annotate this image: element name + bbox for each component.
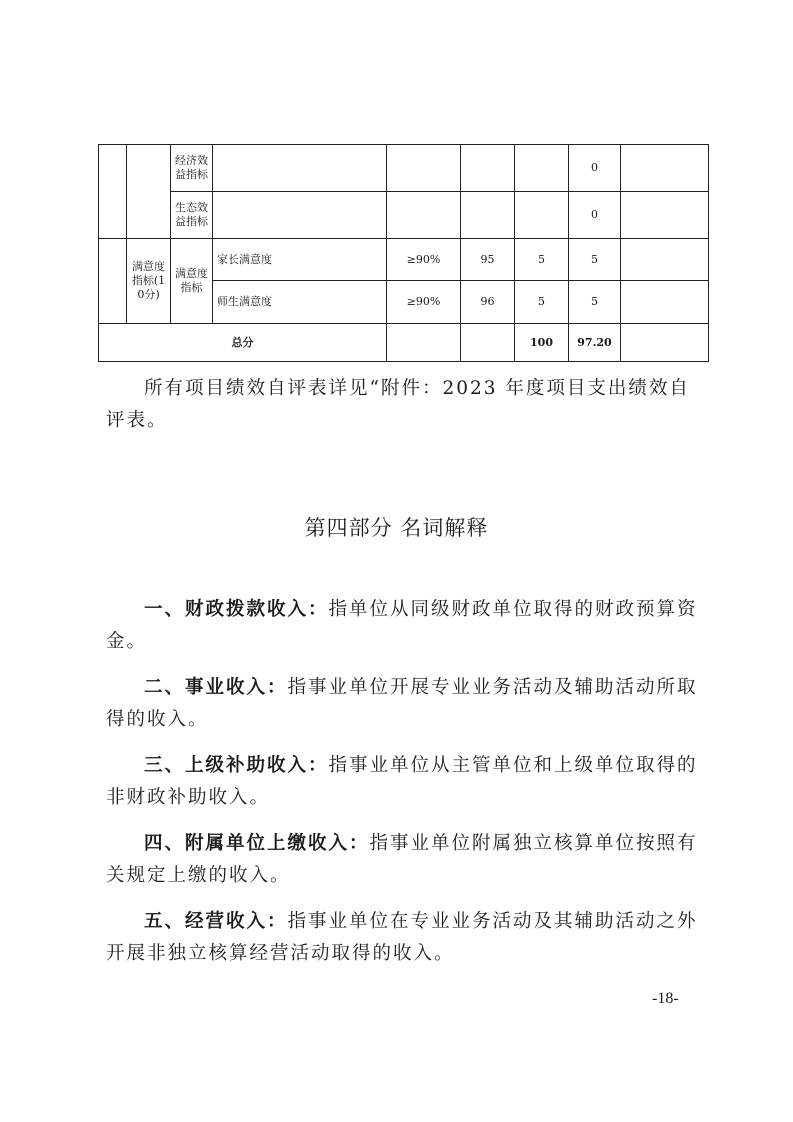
first-level-cell [99,239,127,324]
indicator-content [213,192,387,239]
target-value [387,145,461,192]
indicator-category: 满意度指标 [171,239,213,324]
table-row [99,239,709,281]
target-value: ≥90% [387,239,461,281]
target-value: ≥90% [387,281,461,324]
indicator-content: 家长满意度 [213,239,387,281]
definition-text: 指事业单位在专业业务活动及其辅助活动之外开展非独立核算经营活动取得的收入。 [106,911,698,964]
page-number: -18- [652,990,679,1007]
actual-value: 96 [461,281,515,324]
table-row [99,192,709,239]
weight-value [515,145,569,192]
definition-2 [106,672,698,736]
definition-term: 四、附属单位上缴收入： [144,833,370,854]
target-value [387,192,461,239]
definition-text: 指事业单位附属独立核算单位按照有关规定上缴的收入。 [106,833,698,886]
score-value: 0 [569,192,621,239]
weight-value [515,192,569,239]
group-label: 满意度指标(10分) [127,239,171,324]
note-cell [621,239,709,281]
table-row [99,145,709,192]
weight-value: 5 [515,239,569,281]
actual-value [461,145,515,192]
total-row [99,324,709,362]
total-note-cell [621,324,709,362]
indicator-category: 经济效益指标 [171,145,213,192]
definition-term: 一、财政拨款收入： [144,599,329,620]
total-score: 97.20 [569,324,621,362]
actual-value [461,192,515,239]
first-level-cell [99,145,127,239]
indicator-content [213,145,387,192]
score-value: 0 [569,145,621,192]
performance-table [98,144,709,362]
total-label: 总分 [99,324,387,362]
note-cell [621,145,709,192]
weight-value: 5 [515,281,569,324]
definition-term: 三、上级补助收入： [144,755,329,776]
second-level-cell [127,145,171,239]
definition-4 [106,828,698,892]
note-cell [621,192,709,239]
indicator-category: 生态效益指标 [171,192,213,239]
total-actual-cell [461,324,515,362]
total-target-cell [387,324,461,362]
section-title: 第四部分 名词解释 [304,516,489,540]
total-weight: 100 [515,324,569,362]
definition-text: 指事业单位开展专业业务活动及辅助活动所取得的收入。 [106,677,698,730]
definition-text: 指单位从同级财政单位取得的财政预算资金。 [106,599,698,652]
definition-term: 五、经营收入： [144,911,288,932]
definition-5 [106,906,698,970]
attachment-note: 所有项目绩效自评表详见“附件：2023 年度项目支出绩效自评表。 [106,378,690,431]
score-value: 5 [569,281,621,324]
definition-3 [106,750,698,814]
definition-term: 二、事业收入： [144,677,288,698]
indicator-content: 师生满意度 [213,281,387,324]
score-value: 5 [569,239,621,281]
note-cell [621,281,709,324]
definition-text: 指事业单位从主管单位和上级单位取得的非财政补助收入。 [106,755,698,808]
actual-value: 95 [461,239,515,281]
definition-1 [106,594,698,658]
